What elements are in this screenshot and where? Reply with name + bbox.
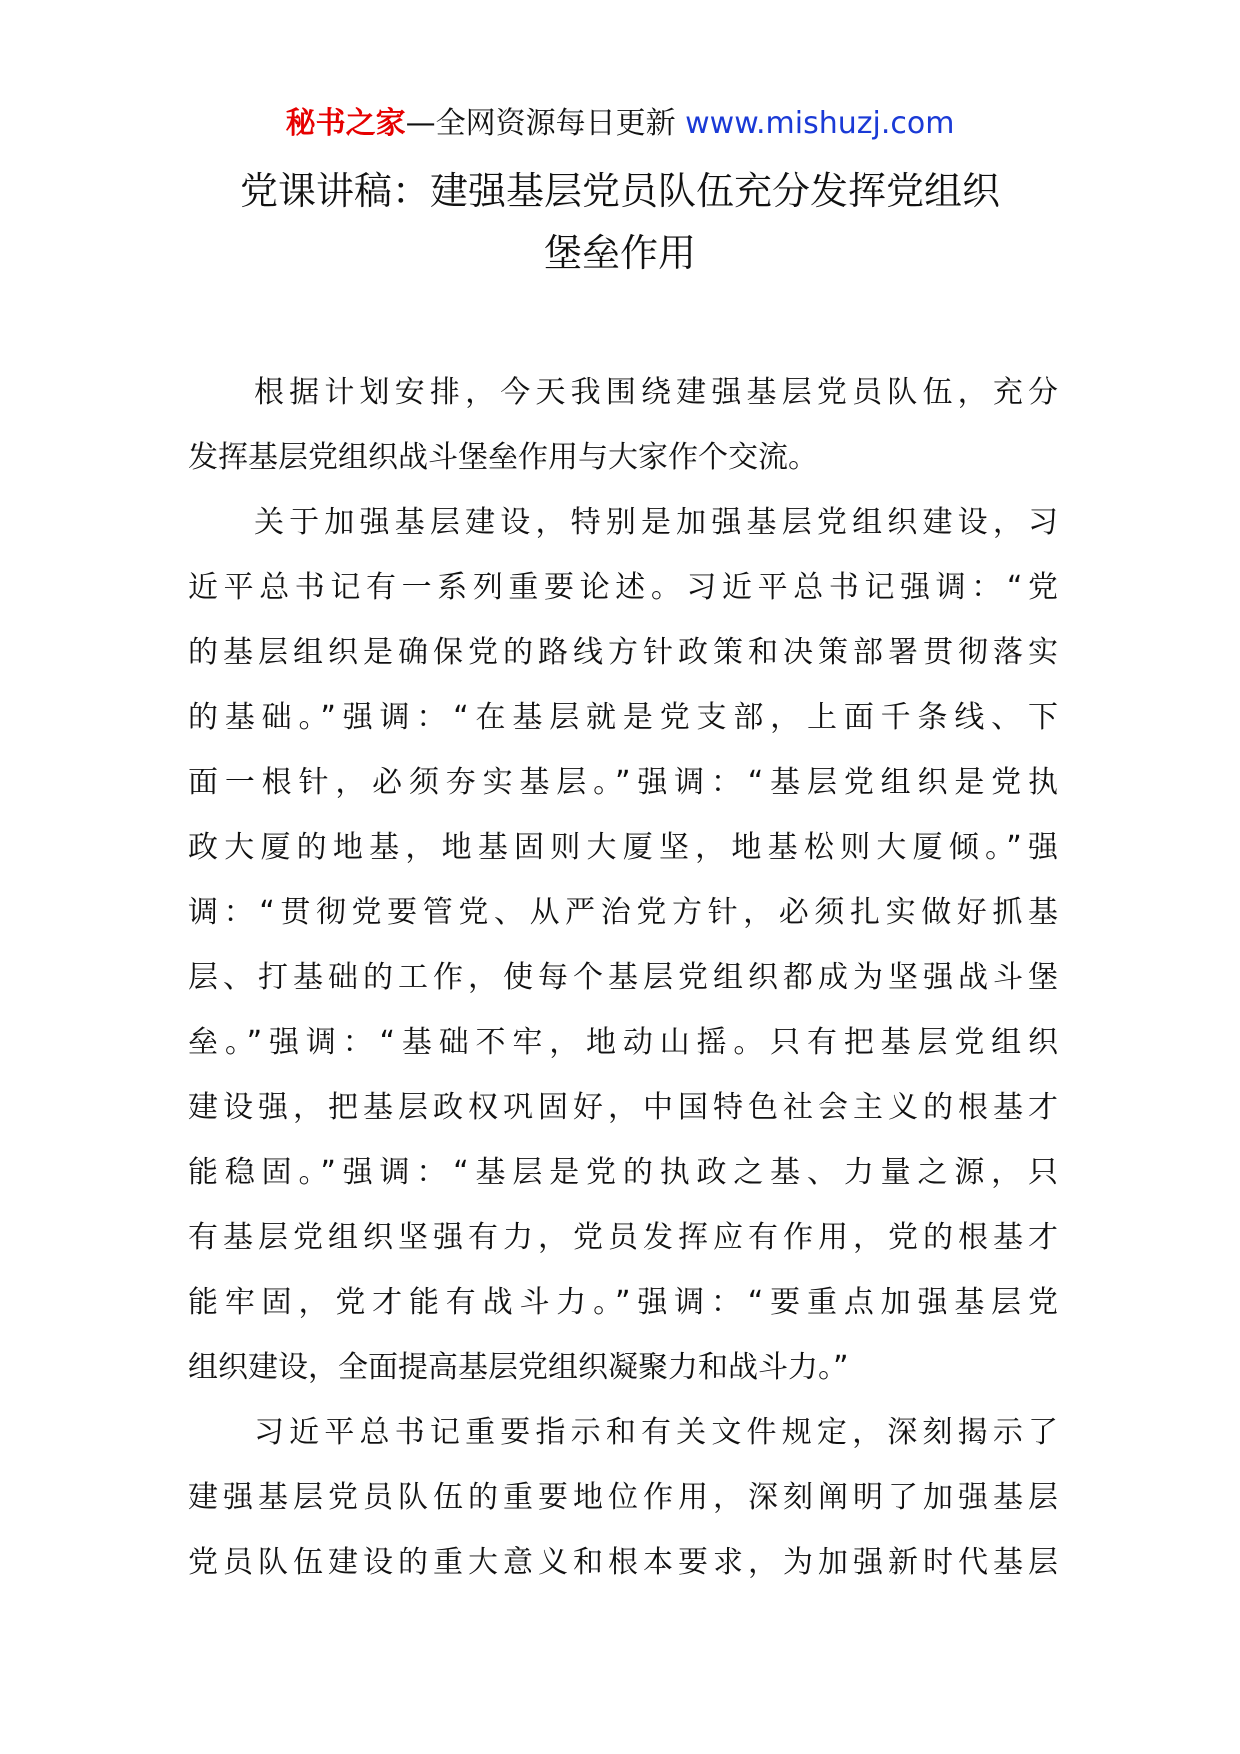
body-line: 习近平总书记重要指示和有关文件规定，深刻揭示了 (254, 1415, 1058, 1450)
body-line: 有基层党组织坚强有力，党员发挥应有作用，党的根基才 (188, 1220, 1058, 1255)
body-line: 组织建设，全面提高基层党组织凝聚力和战斗力。” (188, 1350, 849, 1385)
site-header (0, 100, 1240, 148)
body-line: 的基层组织是确保党的路线方针政策和决策部署贯彻落实 (188, 635, 1058, 670)
body-line: 的基础。”强调：“在基层就是党支部，上面千条线、下 (188, 700, 1058, 735)
body-line: 能稳固。”强调：“基层是党的执政之基、力量之源，只 (188, 1155, 1058, 1190)
body-line: 建强基层党员队伍的重要地位作用，深刻阐明了加强基层 (188, 1480, 1058, 1515)
body-line: 关于加强基层建设，特别是加强基层党组织建设，习 (254, 505, 1058, 540)
header-slogan: —全网资源每日更新 (405, 106, 686, 141)
title-line: 堡垒作用 (543, 231, 696, 275)
body-line: 根据计划安排，今天我围绕建强基层党员队伍，充分 (254, 375, 1058, 410)
document-body (188, 360, 1058, 1595)
body-line: 发挥基层党组织战斗堡垒作用与大家作个交流。 (188, 440, 818, 475)
site-url[interactable]: www.mishuzj.com (685, 106, 955, 141)
title-line: 党课讲稿：建强基层党员队伍充分发挥党组织 (239, 169, 1000, 213)
body-line: 党员队伍建设的重大意义和根本要求，为加强新时代基层 (188, 1545, 1058, 1580)
body-line: 政大厦的地基，地基固则大厦坚，地基松则大厦倾。”强 (188, 830, 1058, 865)
body-line: 面一根针，必须夯实基层。”强调：“基层党组织是党执 (188, 765, 1058, 800)
document-title (170, 160, 1070, 284)
body-line: 层、打基础的工作，使每个基层党组织都成为坚强战斗堡 (188, 960, 1058, 995)
body-line: 近平总书记有一系列重要论述。习近平总书记强调：“党 (188, 570, 1058, 605)
body-line: 垒。”强调：“基础不牢，地动山摇。只有把基层党组织 (188, 1025, 1058, 1060)
body-line: 调：“贯彻党要管党、从严治党方针，必须扎实做好抓基 (188, 895, 1058, 930)
brand-name: 秘书之家 (285, 106, 406, 141)
body-line: 建设强，把基层政权巩固好，中国特色社会主义的根基才 (188, 1090, 1058, 1125)
body-line: 能牢固，党才能有战斗力。”强调：“要重点加强基层党 (188, 1285, 1058, 1320)
